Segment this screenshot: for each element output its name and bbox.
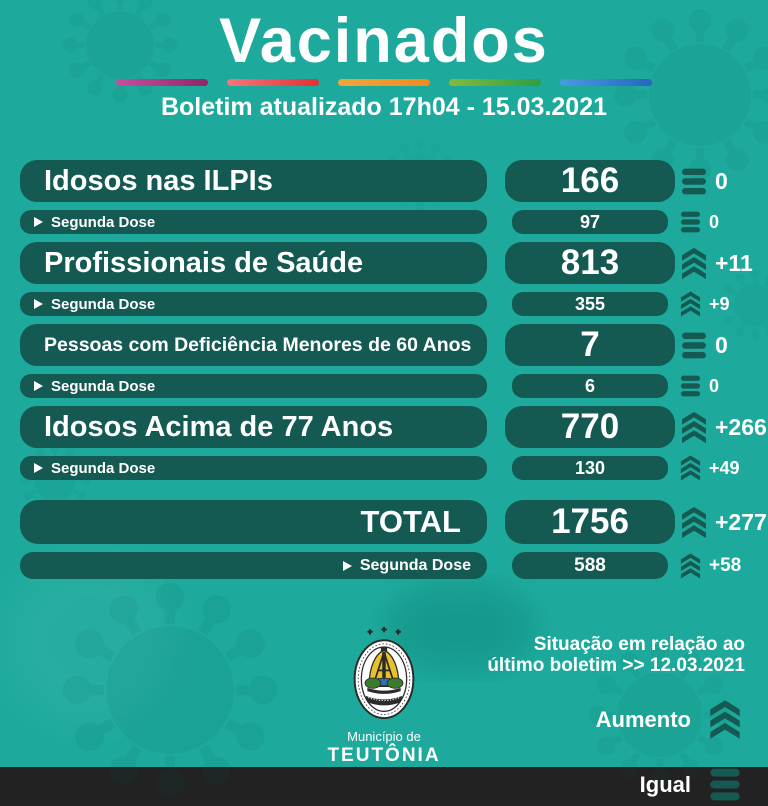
total-dose-row	[20, 552, 768, 579]
trend-icon	[678, 372, 703, 400]
rainbow-divider	[0, 79, 768, 86]
value-box	[505, 406, 675, 448]
increase-icon	[705, 698, 745, 741]
trend-icon	[678, 208, 703, 236]
play-marker-icon	[34, 299, 43, 309]
logo-caption-top: Município de	[347, 729, 421, 744]
table-row	[20, 374, 768, 398]
value: 770	[560, 407, 620, 446]
value: 588	[574, 554, 606, 576]
value: 355	[574, 293, 606, 314]
table-row	[20, 324, 768, 366]
play-marker-icon	[34, 381, 43, 391]
delta-value: +11	[715, 249, 753, 276]
trend-icon	[679, 410, 709, 445]
comparison-note-line1: Situação em relação ao	[533, 634, 745, 655]
value-box	[512, 292, 668, 316]
value: 130	[574, 457, 606, 478]
table-row	[20, 406, 768, 448]
table-row	[20, 160, 768, 202]
value: 166	[560, 161, 620, 200]
value: 1756	[551, 502, 629, 541]
category-label-box	[20, 160, 487, 202]
total-row	[20, 500, 768, 544]
value-box	[512, 552, 668, 579]
rainbow-segment	[227, 79, 319, 86]
teutonia-crest-icon	[341, 626, 427, 726]
trend-icon	[678, 454, 703, 482]
play-marker-icon	[343, 561, 352, 571]
category-label-box	[20, 500, 487, 544]
delta-value: +266	[715, 413, 767, 440]
value-box	[505, 242, 675, 284]
delta	[679, 242, 768, 284]
legend-item-equal	[640, 763, 745, 806]
category-label: Profissionais de Saúde	[44, 246, 364, 279]
value-box	[512, 210, 668, 234]
rainbow-segment	[338, 79, 430, 86]
rainbow-segment	[116, 79, 208, 86]
legend	[487, 634, 745, 806]
rainbow-segment	[449, 79, 541, 86]
value: 97	[579, 211, 601, 232]
delta	[678, 552, 768, 579]
value: 7	[580, 325, 600, 364]
play-marker-icon	[34, 217, 43, 227]
category-label-box	[20, 292, 487, 316]
category-label-box	[20, 210, 487, 234]
delta	[679, 324, 768, 366]
delta-value: +49	[709, 457, 740, 478]
delta	[678, 292, 768, 316]
value: 6	[584, 375, 595, 396]
rainbow-segment	[560, 79, 652, 86]
delta-value: 0	[715, 331, 728, 358]
delta	[679, 160, 768, 202]
category-label-box	[20, 406, 487, 448]
delta	[678, 210, 768, 234]
trend-icon	[679, 246, 709, 281]
trend-icon	[678, 290, 703, 318]
category-label: Segunda Dose	[51, 213, 156, 231]
value-box	[512, 456, 668, 480]
data-rows	[20, 160, 768, 587]
header	[0, 6, 768, 122]
category-label-box	[20, 324, 487, 366]
bulletin-subtitle: Boletim atualizado 17h04 - 15.03.2021	[160, 93, 608, 121]
delta-value: 0	[709, 211, 720, 232]
value-box	[505, 160, 675, 202]
category-label: Segunda Dose	[359, 556, 471, 574]
delta	[678, 456, 768, 480]
delta-value: 0	[715, 167, 728, 194]
trend-icon	[678, 552, 703, 580]
trend-icon	[679, 164, 709, 199]
legend-item-increase	[596, 698, 745, 741]
category-label-box	[20, 374, 487, 398]
table-row	[20, 456, 768, 480]
page-title: Vacinados	[219, 6, 549, 76]
category-label: Idosos nas ILPIs	[44, 164, 273, 197]
play-marker-icon	[34, 463, 43, 473]
category-label: Pessoas com Deficiência Menores de 60 Anos	[44, 333, 472, 356]
equal-icon	[705, 763, 745, 806]
legend-label: Igual	[639, 771, 691, 797]
delta-value: 0	[709, 375, 720, 396]
category-label-box	[20, 456, 487, 480]
delta-value: +9	[709, 293, 730, 314]
category-label: Segunda Dose	[51, 459, 156, 477]
table-row	[20, 292, 768, 316]
category-label: Segunda Dose	[51, 295, 156, 313]
delta-value: +277	[715, 508, 767, 535]
value-box	[505, 500, 675, 544]
delta	[679, 406, 768, 448]
delta	[678, 374, 768, 398]
category-label: Idosos Acima de 77 Anos	[44, 410, 394, 443]
category-label: TOTAL	[360, 504, 461, 539]
comparison-note-line2: último boletim >> 12.03.2021	[487, 655, 745, 676]
category-label-box	[20, 552, 487, 579]
value-box	[512, 374, 668, 398]
value: 813	[560, 243, 620, 282]
logo-caption-bottom: TEUTÔNIA	[327, 745, 441, 766]
category-label-box	[20, 242, 487, 284]
delta-value: +58	[709, 554, 742, 576]
delta	[679, 500, 768, 544]
category-label: Segunda Dose	[51, 377, 156, 395]
trend-icon	[679, 328, 709, 363]
table-row	[20, 210, 768, 234]
legend-label: Aumento	[595, 706, 691, 732]
trend-icon	[679, 505, 709, 540]
table-row	[20, 242, 768, 284]
value-box	[505, 324, 675, 366]
